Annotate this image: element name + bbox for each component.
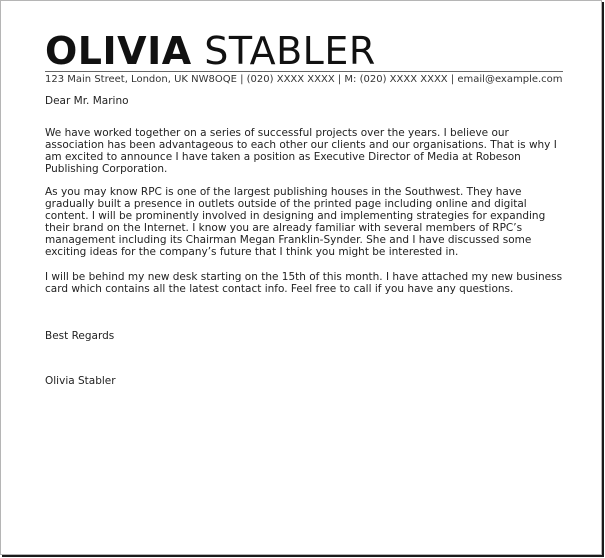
closing: Best Regards (45, 330, 115, 342)
signature: Olivia Stabler (45, 375, 116, 387)
sender-last-name: STABLER (204, 29, 376, 73)
body-paragraph-3: I will be behind my new desk starting on the 15th of this month. I have attached my new business card which contains all the latest contact info. Feel free to call if you have any questions. (45, 271, 563, 295)
contact-line: 123 Main Street, London, UK NW8OQE | (020) XXXX XXXX | M: (020) XXXX XXXX | email@example.com (45, 74, 563, 85)
sender-name (45, 29, 376, 73)
header-divider (45, 71, 563, 72)
sender-first-name: OLIVIA (45, 29, 192, 73)
body-paragraph-1: We have worked together on a series of successful projects over the years. I believe our association has been advantageous to each other our clients and our organisations. That is why I am excited to announce I have taken a position as Executive Director of Media at Robeson Publishing Corporation. (45, 127, 557, 175)
salutation: Dear Mr. Marino (45, 95, 129, 107)
body-paragraph-2: As you may know RPC is one of the largest publishing houses in the Southwest. They have gradually built a presence in outlets outside of the printed page including online and digital content. I will be prominently involved in designing and implementing strategies for expanding their brand on the Internet. I know you are already familiar with several members of RPC’s management including its Chairman Megan Franklin-Synder. She and I have discussed some exciting ideas for the company’s future that I think you might be interested in. (45, 186, 546, 258)
